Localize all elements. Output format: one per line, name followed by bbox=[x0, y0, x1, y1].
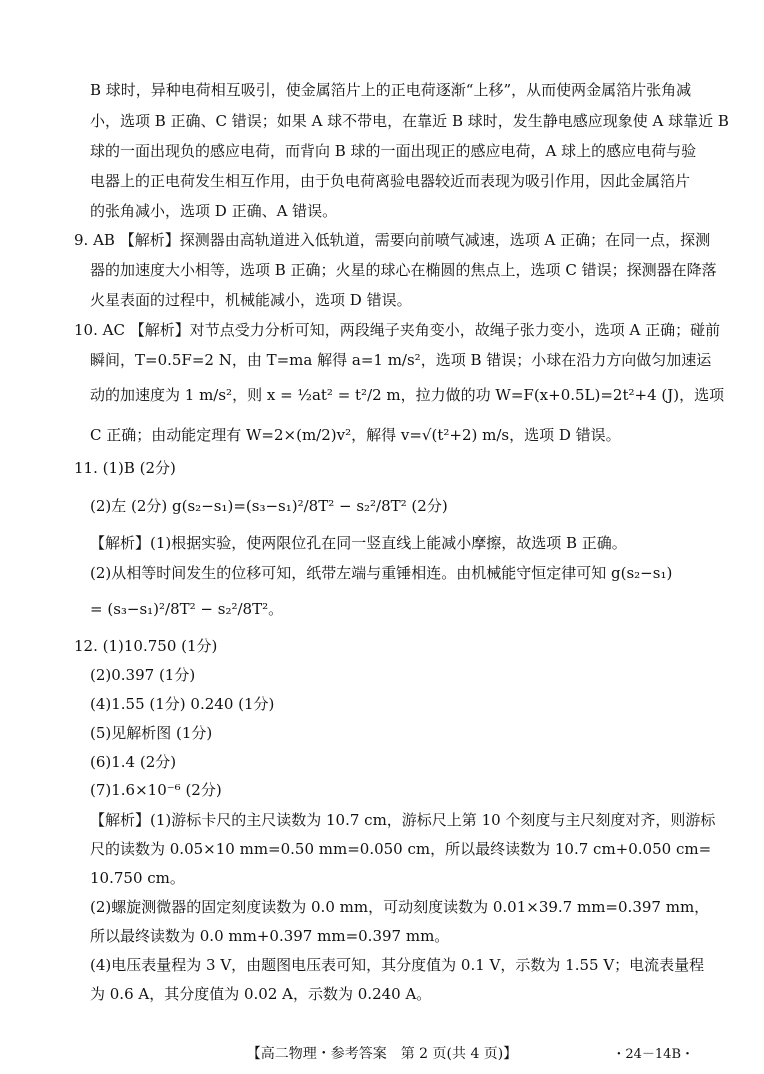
formula-line: C 正确；由动能定理有 W=2×(m/2)v²，解得 v=√(t²+2) m/s，选项 D 错误。 bbox=[90, 426, 621, 444]
text-line: 电器上的正电荷发生相互作用，由于负电荷离验电器较近而表现为吸引作用，因此金属箔片 bbox=[90, 172, 691, 190]
text-line: 小，选项 B 正确、C 错误；如果 A 球不带电，在靠近 B 球时，发生静电感应现象使 A 球靠近 B bbox=[90, 112, 729, 130]
text-line: (4)1.55 (1分) 0.240 (1分) bbox=[90, 695, 275, 713]
text-line: 尺的读数为 0.05×10 mm=0.50 mm=0.050 cm，所以最终读数为 10.7 cm+0.050 cm= bbox=[90, 840, 712, 858]
footer-code: ・24－14B・ bbox=[612, 1047, 694, 1062]
formula-line: (2)左 (2分) g(s₂−s₁)=(s₃−s₁)²/8T² − s₂²/8T² (2分) bbox=[90, 497, 448, 515]
text-line: 10.750 cm。 bbox=[90, 869, 185, 887]
answer-11-line: 11. (1)B (2分) bbox=[74, 459, 176, 477]
text-line: 为 0.6 A，其分度值为 0.02 A，示数为 0.240 A。 bbox=[90, 985, 432, 1003]
text-line: 瞬间，T=0.5F=2 N，由 T=ma 解得 a=1 m/s²，选项 B 错误；小球在沿力方向做匀加速运 bbox=[90, 351, 712, 369]
text-line: 球的一面出现负的感应电荷，而背向 B 球的一面出现正的感应电荷，A 球上的感应电荷与验 bbox=[90, 142, 697, 160]
text-line: (2)0.397 (1分) bbox=[90, 666, 196, 684]
text-line: (7)1.6×10⁻⁶ (2分) bbox=[90, 781, 222, 799]
text-line: 器的加速度大小相等，选项 B 正确；火星的球心在椭圆的焦点上，选项 C 错误；探测器在降落 bbox=[90, 261, 717, 279]
text-line: (4)电压表量程为 3 V，由题图电压表可知，其分度值为 0.1 V，示数为 1.55 V；电流表量程 bbox=[90, 956, 705, 974]
answer-10-line: 10. AC 【解析】对节点受力分析可知，两段绳子夹角变小，故绳子张力变小，选项 A 正确；碰前 bbox=[74, 321, 721, 339]
analysis-line: 【解析】(1)游标卡尺的主尺读数为 10.7 cm，游标尺上第 10 个刻度与主尺刻度对齐，则游标 bbox=[90, 811, 716, 829]
formula-line: = (s₃−s₁)²/8T² − s₂²/8T²。 bbox=[90, 600, 284, 618]
text-line: 火星表面的过程中，机械能减小，选项 D 错误。 bbox=[90, 291, 412, 309]
page-footer bbox=[0, 1043, 764, 1065]
text-line: (5)见解析图 (1分) bbox=[90, 724, 213, 742]
text-line: (2)螺旋测微器的固定刻度读数为 0.0 mm，可动刻度读数为 0.01×39.7 mm=0.397 mm， bbox=[90, 898, 710, 916]
text-line: B 球时，异种电荷相互吸引，使金属箔片上的正电荷逐渐“上移”，从而使两金属箔片张角减 bbox=[90, 81, 692, 99]
text-line: (6)1.4 (2分) bbox=[90, 753, 177, 771]
footer-title: 【高二物理・参考答案 第 2 页(共 4 页)】 bbox=[246, 1046, 518, 1062]
text-line: (2)从相等时间发生的位移可知，纸带左端与重锤相连。由机械能守恒定律可知 g(s₂−s₁) bbox=[90, 564, 673, 582]
analysis-line: 【解析】(1)根据实验，使两限位孔在同一竖直线上能减小摩擦，故选项 B 正确。 bbox=[90, 534, 627, 552]
formula-line: 动的加速度为 1 m/s²，则 x = ½at² = t²/2 m，拉力做的功 W=F(x+0.5L)=2t²+4 (J)，选项 bbox=[90, 386, 725, 404]
text-line: 所以最终读数为 0.0 mm+0.397 mm=0.397 mm。 bbox=[90, 927, 450, 945]
text-line: 的张角减小，选项 D 正确、A 错误。 bbox=[90, 202, 338, 220]
answer-9-line: 9. AB 【解析】探测器由高轨道进入低轨道，需要向前喷气减速，选项 A 正确；在同一点，探测 bbox=[74, 231, 711, 249]
answer-12-line: 12. (1)10.750 (1分) bbox=[74, 637, 218, 655]
